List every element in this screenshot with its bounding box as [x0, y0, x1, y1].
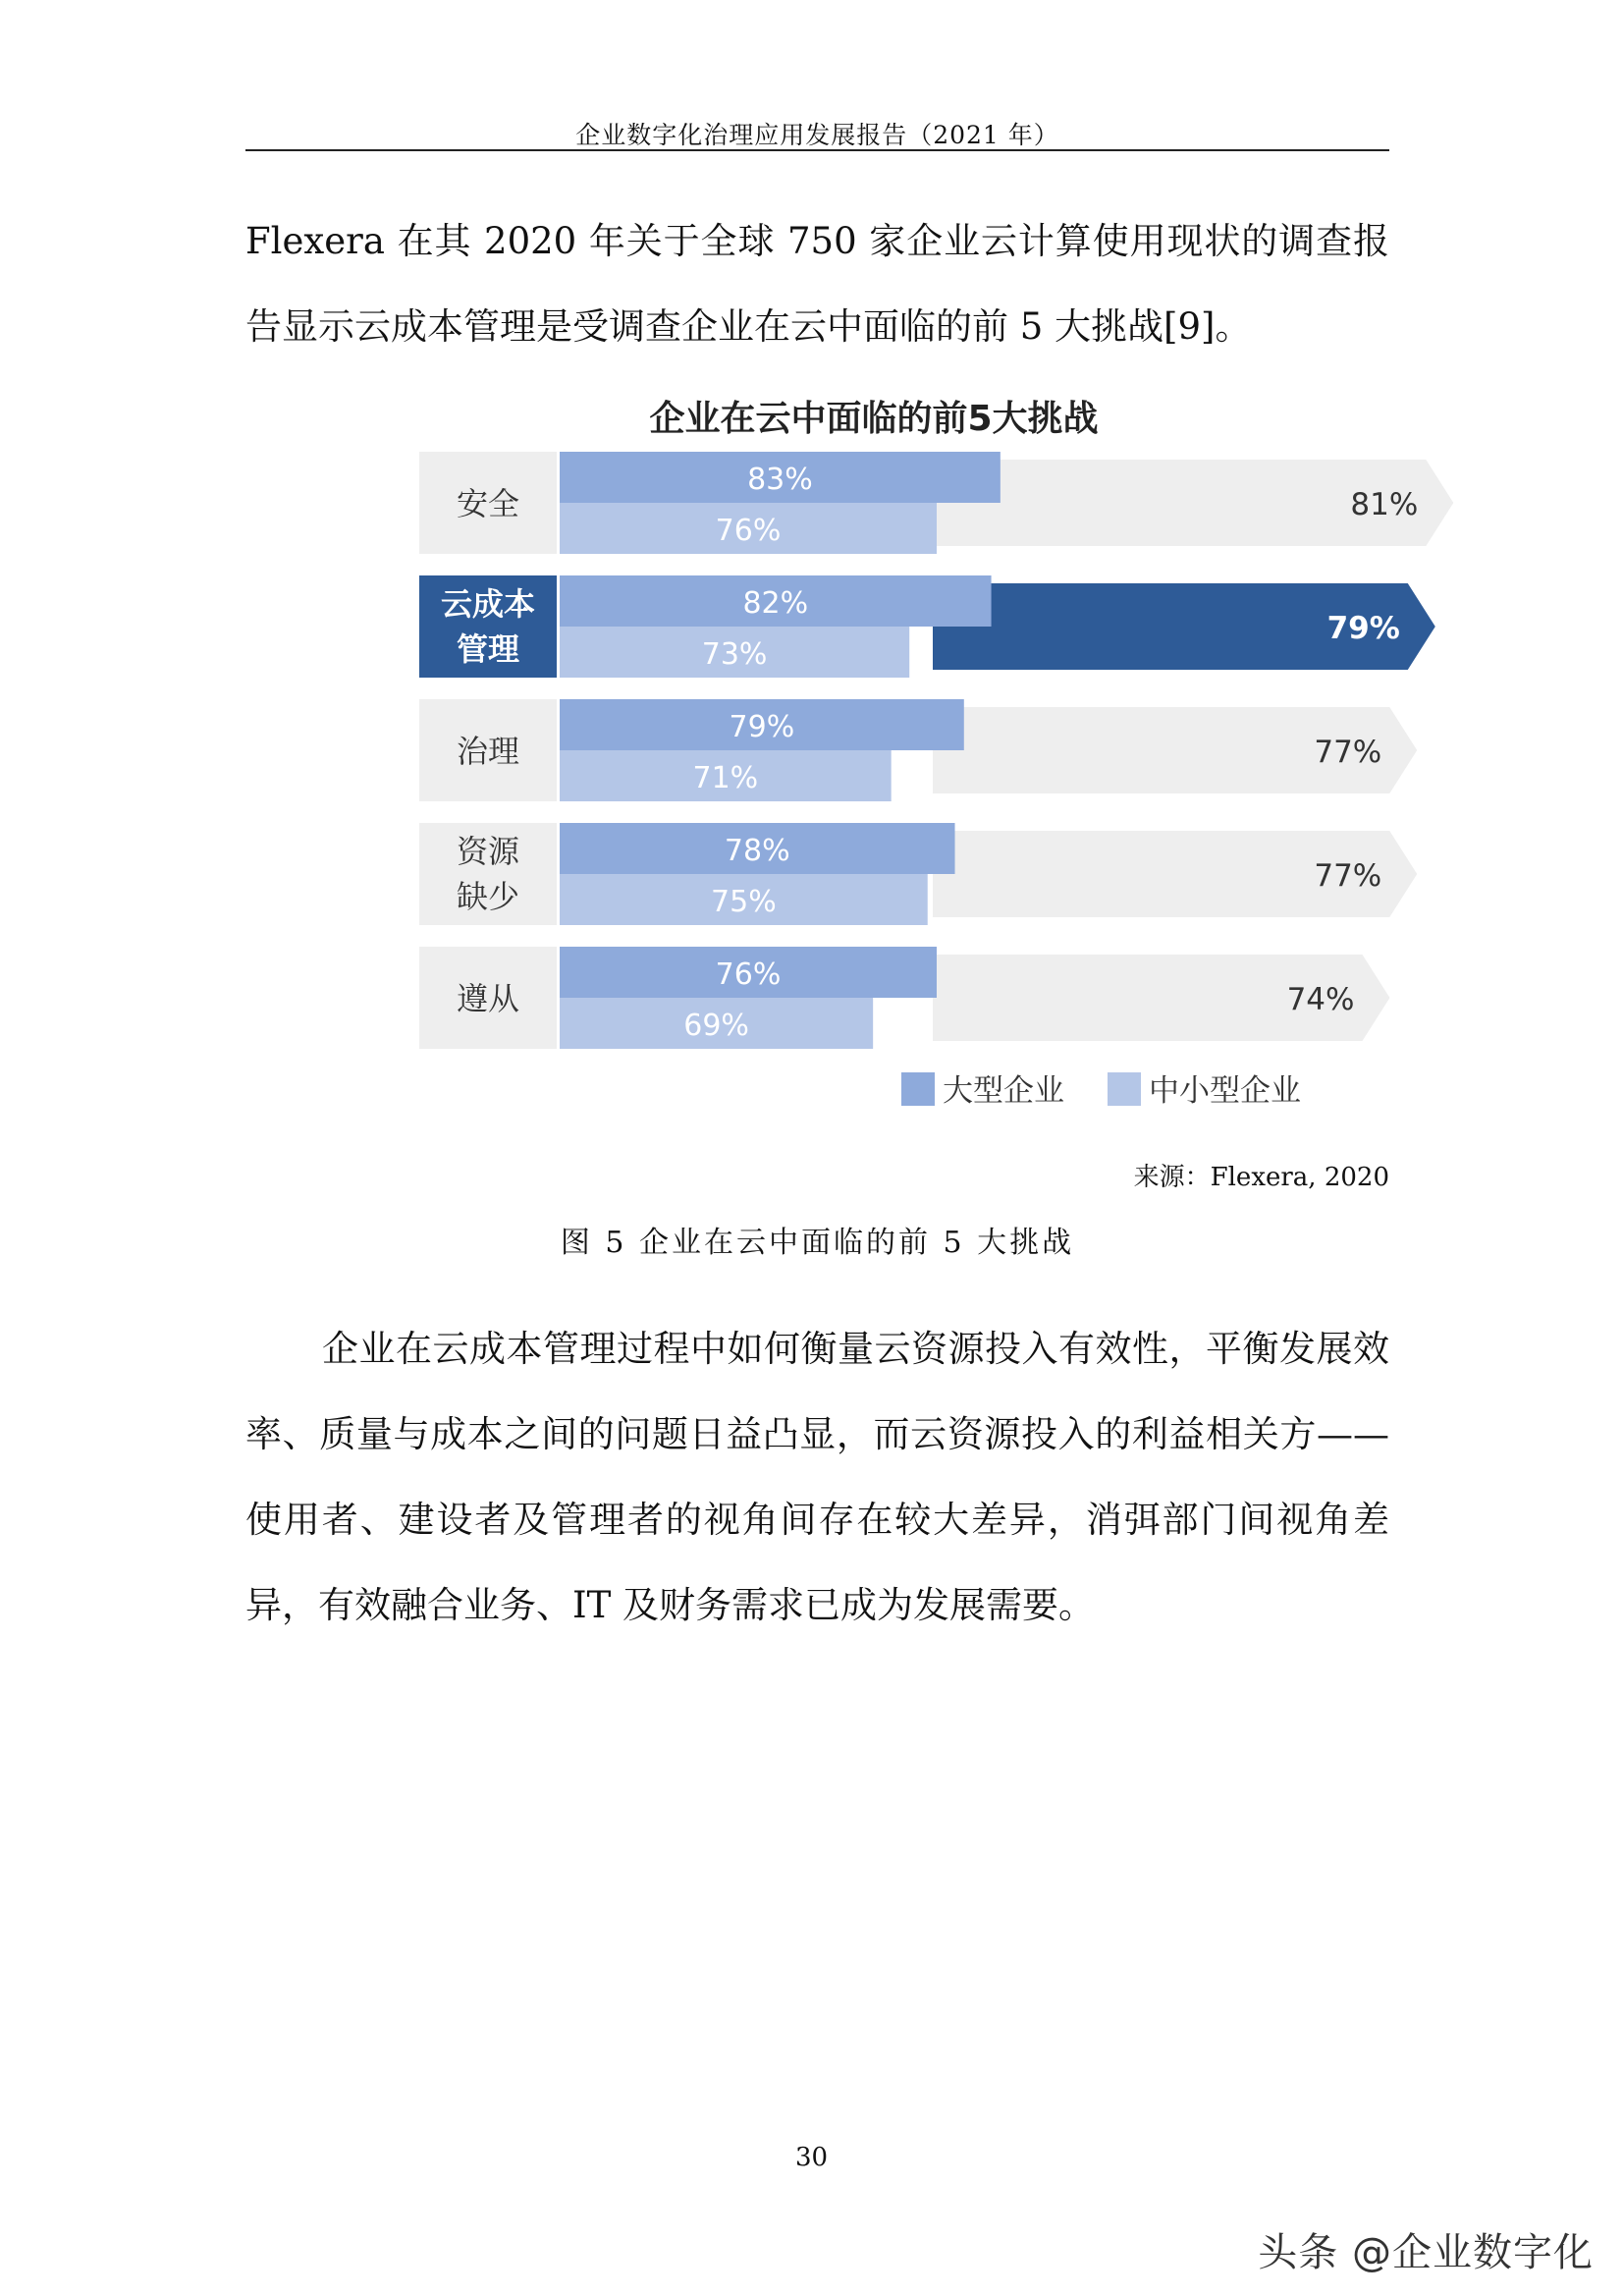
- bar-label-small: 73%: [701, 637, 768, 672]
- legend-swatch-large: [901, 1072, 935, 1106]
- bar-label-large: 79%: [729, 710, 795, 744]
- page-header-title: 企业数字化治理应用发展报告（2021 年）: [575, 121, 1059, 149]
- category-label: 治理: [456, 733, 520, 770]
- bar-label-large: 83%: [747, 463, 813, 497]
- page-number: 30: [794, 2143, 829, 2172]
- legend-label-small: 中小型企业: [1149, 1073, 1301, 1109]
- bar-label-large: 78%: [724, 834, 790, 868]
- overall-label: 79%: [1326, 611, 1400, 646]
- chart-figure: [412, 383, 1419, 1129]
- bar-label-small: 75%: [711, 885, 777, 919]
- category-label: 资源: [456, 833, 520, 870]
- category-label: 管理: [456, 630, 520, 668]
- paragraph-intro: Flexera 在其 2020 年关于全球 750 家企业云计算使用现状的调查报告显示云成本管理是受调查企业在云中面临的前 5 大挑战[9]。: [245, 220, 1389, 348]
- category-label: 云成本: [440, 585, 536, 623]
- bar-label-large: 82%: [742, 586, 809, 621]
- category-label: 遵从: [456, 980, 520, 1017]
- category-label: 缺少: [456, 878, 520, 915]
- figure-caption: 图 5 企业在云中面临的前 5 大挑战: [560, 1226, 1075, 1260]
- bar-label-large: 76%: [715, 957, 782, 992]
- header-rule: [245, 149, 1389, 151]
- overall-label: 81%: [1350, 487, 1419, 522]
- overall-label: 77%: [1314, 735, 1382, 770]
- overall-label: 74%: [1286, 982, 1355, 1017]
- chart-title: 企业在云中面临的前5大挑战: [649, 399, 1099, 439]
- legend-swatch-small: [1108, 1072, 1141, 1106]
- figure-source: 来源：Flexera, 2020: [1133, 1163, 1389, 1192]
- category-label: 安全: [456, 485, 520, 522]
- bar-label-small: 69%: [683, 1009, 749, 1043]
- legend-label-large: 大型企业: [943, 1073, 1064, 1109]
- bar-label-small: 71%: [692, 761, 759, 795]
- watermark: 头条 @企业数字化: [1258, 2230, 1594, 2275]
- paragraph-body: 企业在云成本管理过程中如何衡量云资源投入有效性，平衡发展效率、质量与成本之间的问题日益凸显，而云资源投入的利益相关方——使用者、建设者及管理者的视角间存在较大差异，消弭部门间视角差异，有效融合业务、IT 及财务需求已成为发展需要。: [245, 1328, 1389, 1626]
- chart-svg: [412, 383, 1419, 1129]
- overall-label: 77%: [1314, 858, 1382, 894]
- bar-label-small: 76%: [715, 514, 782, 548]
